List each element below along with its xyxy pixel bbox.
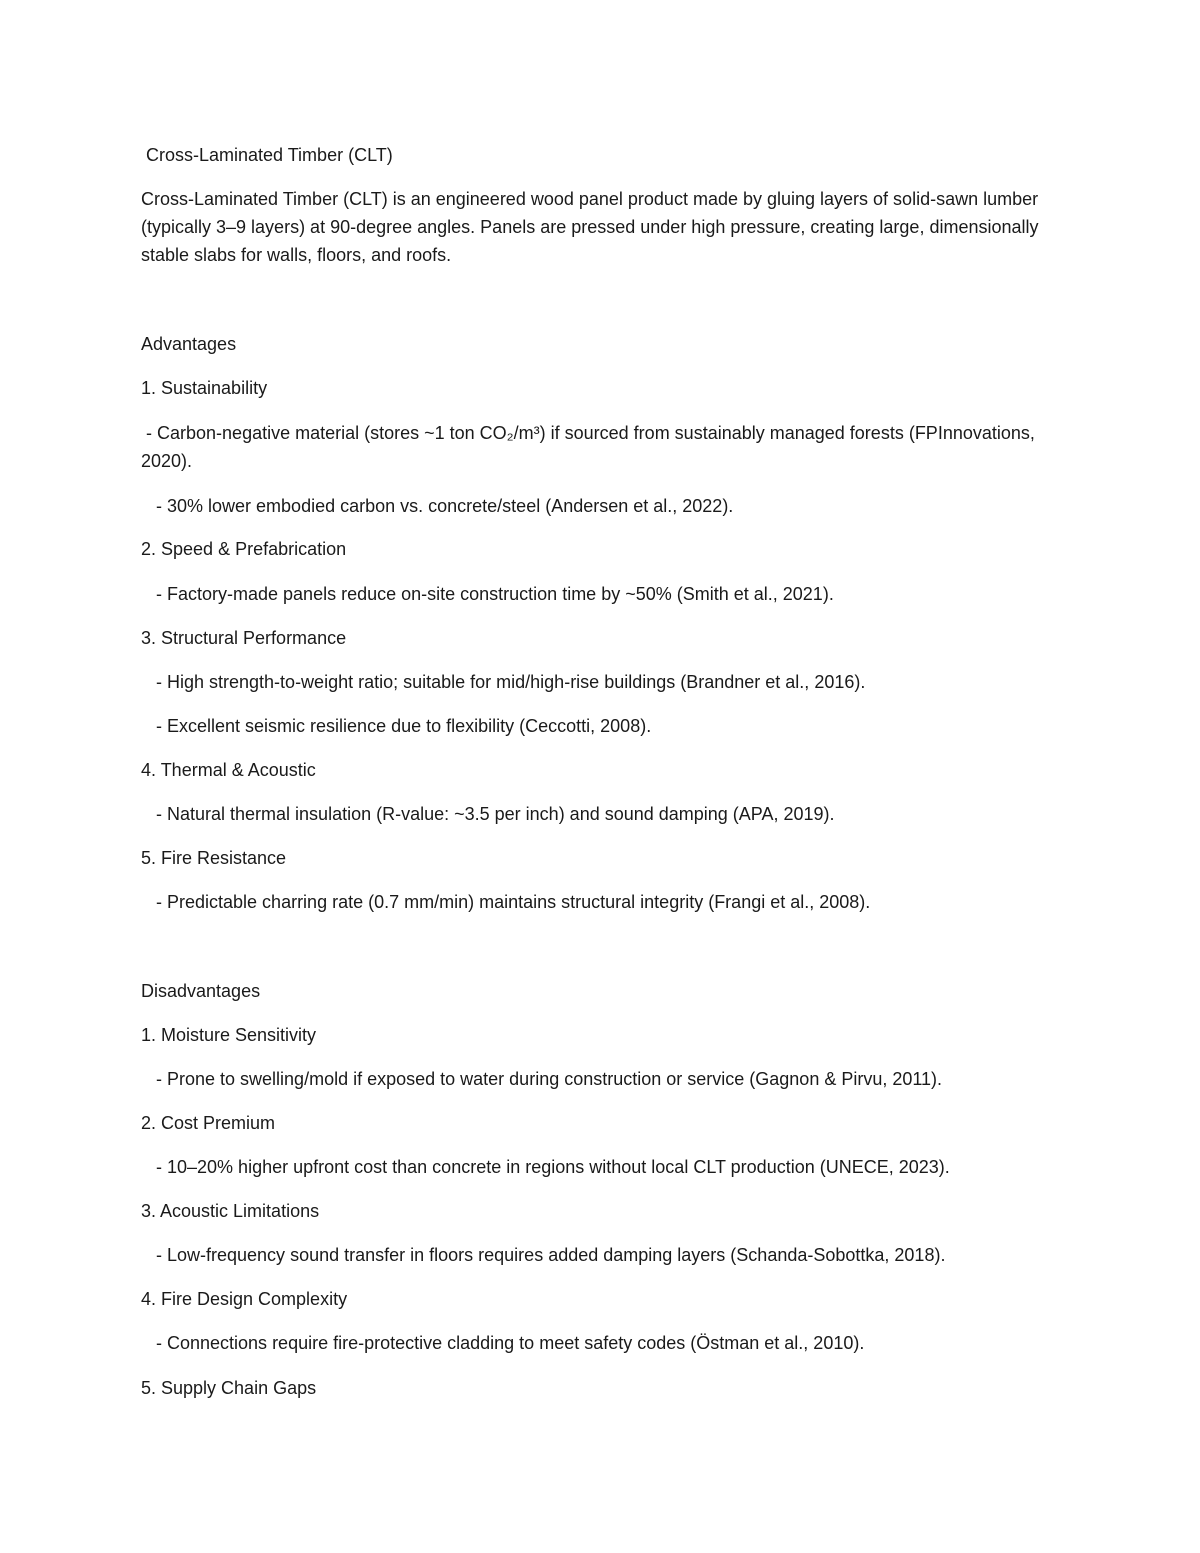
advantage-point: - Factory-made panels reduce on-site construction time by ~50% (Smith et al., 2021). bbox=[141, 584, 834, 604]
disadvantage-title: 4. Fire Design Complexity bbox=[141, 1289, 348, 1309]
advantage-title: 2. Speed & Prefabrication bbox=[141, 539, 347, 559]
advantages-heading: Advantages bbox=[141, 334, 237, 354]
disadvantage-point: - 10–20% higher upfront cost than concrete in regions without local CLT production (UNECE, 2023). bbox=[141, 1157, 950, 1177]
advantage-title: 4. Thermal & Acoustic bbox=[141, 760, 316, 780]
advantage-title: 3. Structural Performance bbox=[141, 628, 347, 648]
disadvantage-title: 1. Moisture Sensitivity bbox=[141, 1025, 317, 1045]
disadvantage-title: 2. Cost Premium bbox=[141, 1113, 276, 1133]
disadvantage-title: 3. Acoustic Limitations bbox=[141, 1201, 320, 1221]
disadvantage-title: 5. Supply Chain Gaps bbox=[141, 1378, 317, 1398]
advantage-point: - 30% lower embodied carbon vs. concrete/steel (Andersen et al., 2022). bbox=[141, 496, 734, 516]
disadvantage-point: - Prone to swelling/mold if exposed to water during construction or service (Gagnon & Pirvu, 2011). bbox=[141, 1069, 943, 1089]
advantage-point: - High strength-to-weight ratio; suitable for mid/high-rise buildings (Brandner et al., 2016). bbox=[141, 672, 866, 692]
advantage-point: - Carbon-negative material (stores ~1 ton CO₂/m³) if sourced from sustainably managed forests (FPInnovations, 2020). bbox=[141, 423, 1040, 471]
intro-paragraph: Cross-Laminated Timber (CLT) is an engineered wood panel product made by gluing layers of solid-sawn lumber (typically 3–9 layers) at 90-degree angles. Panels are pressed under high pressure, creating large, dimensionally stable slabs for walls, floors, and roofs. bbox=[141, 189, 1039, 265]
advantage-point: - Predictable charring rate (0.7 mm/min) maintains structural integrity (Frangi et al., 2008). bbox=[141, 892, 871, 912]
disadvantages-heading: Disadvantages bbox=[141, 981, 261, 1001]
disadvantage-point: - Connections require fire-protective cladding to meet safety codes (Östman et al., 2010). bbox=[141, 1333, 865, 1353]
document-title: Cross-Laminated Timber (CLT) bbox=[141, 145, 393, 165]
disadvantage-point: - Low-frequency sound transfer in floors requires added damping layers (Schanda-Sobottka, 2018). bbox=[141, 1245, 946, 1265]
advantage-point: - Natural thermal insulation (R-value: ~3.5 per inch) and sound damping (APA, 2019). bbox=[141, 804, 835, 824]
advantage-point: - Excellent seismic resilience due to flexibility (Ceccotti, 2008). bbox=[141, 716, 652, 736]
advantage-title: 1. Sustainability bbox=[141, 378, 268, 398]
advantage-title: 5. Fire Resistance bbox=[141, 848, 287, 868]
